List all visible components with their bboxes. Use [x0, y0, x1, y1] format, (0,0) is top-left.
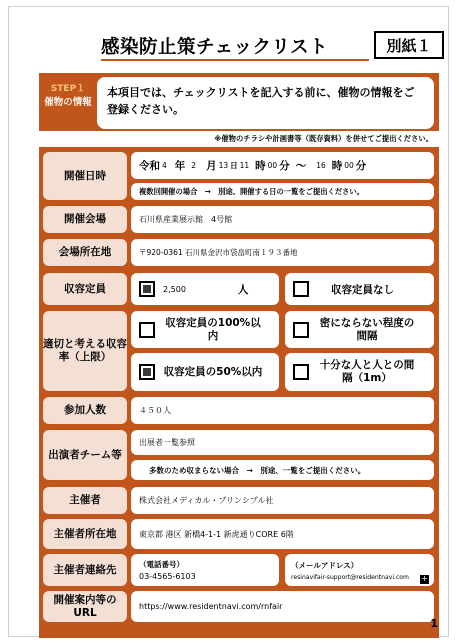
contact-phone-field[interactable]: [131, 554, 279, 586]
attachment-tag: 別紙１: [374, 31, 444, 59]
organizer-label: 主催者: [43, 487, 127, 514]
date-tilde: ～: [295, 160, 307, 172]
rate-option-1m[interactable]: [285, 353, 434, 391]
step-label: STEP１: [50, 84, 86, 94]
rate-option-100[interactable]: [131, 311, 279, 348]
date-year-unit: 年: [174, 160, 186, 172]
date-month-unit: 月: [206, 160, 217, 172]
date-note: 複数回開催の場合 → 別途、開催する日の一覧をご提出ください。: [131, 183, 434, 200]
date-hour-start: 11: [239, 161, 250, 170]
date-min-unit-end: 分: [355, 160, 367, 172]
contact-label: 主催者連絡先: [43, 554, 127, 586]
capacity-none-label: 収容定員なし: [331, 283, 394, 296]
rate-text-50: 収容定員の50%以内: [163, 365, 263, 378]
rate-checkbox-1m[interactable]: [293, 364, 309, 380]
rate-label: 適切と考える収容率（上限）: [43, 311, 127, 391]
step-sublabel: 催物の情報: [44, 97, 92, 108]
page-title: 感染防止策チェックリスト: [101, 37, 329, 58]
title-underline: [101, 59, 369, 61]
rate-option-distance[interactable]: [285, 311, 434, 348]
venue-label: 開催会場: [43, 206, 127, 233]
address-field[interactable]: 〒920-0361 石川県金沢市袋畠町南１９３番地: [131, 239, 434, 266]
url-field[interactable]: https://www.residentnavi.com/rnfair: [131, 591, 434, 622]
performers-label: 出演者チーム等: [43, 430, 127, 480]
url-label: 開催案内等のURL: [43, 591, 127, 622]
participants-field[interactable]: ４５０人: [131, 397, 434, 424]
document-page: [8, 6, 449, 637]
page-number: 1: [430, 617, 438, 630]
rate-option-50[interactable]: [131, 353, 279, 391]
rate-text-1m: 十分な人と人との間隔（1m）: [319, 359, 415, 384]
performers-field[interactable]: 出展者一覧参照: [131, 430, 434, 455]
date-day-unit: 日: [230, 161, 238, 170]
date-hour-unit-start: 時: [255, 160, 266, 172]
rate-checkbox-distance[interactable]: [293, 322, 309, 338]
date-day: 13: [218, 161, 229, 170]
address-label: 会場所在地: [43, 239, 127, 266]
date-min-end: 00: [344, 161, 354, 170]
contact-mail: resinavifair-support@residentnavi.com: [291, 573, 409, 581]
capacity-none-checkbox[interactable]: [293, 281, 309, 297]
date-era: 令和: [139, 160, 160, 172]
rate-text-100: 収容定員の100%以内: [165, 316, 261, 342]
date-hour-unit-end: 時: [331, 160, 343, 172]
participants-label: 参加人数: [43, 397, 127, 424]
contact-mail-label: （メールアドレス）: [291, 560, 359, 570]
date-min-start: 00: [267, 161, 278, 170]
organizer-address-label: 主催者所在地: [43, 519, 127, 549]
capacity-value: 2,500: [163, 284, 186, 294]
date-label: 開催日時: [43, 152, 127, 200]
venue-field[interactable]: 石川県産業展示館 4号館: [131, 206, 434, 233]
date-month: 2: [191, 161, 197, 170]
capacity-unit: 人: [237, 283, 249, 296]
date-year: 4: [162, 161, 167, 170]
date-field[interactable]: [131, 152, 434, 179]
capacity-checkbox[interactable]: [139, 281, 155, 297]
organizer-address-field[interactable]: 東京都 港区 新橋4-1-1 新虎通りCORE 6階: [131, 519, 434, 549]
capacity-label: 収容定員: [43, 273, 127, 305]
intro-text: 本項目では、チェックリストを記入する前に、催物の情報をご登録ください。: [97, 77, 434, 129]
contact-phone-label: （電話番号）: [139, 560, 184, 569]
contact-phone: 03-4565-6103: [139, 572, 196, 581]
notice-text: ※催物のチラシや計画書等（既存資料）を併せてご提出ください。: [39, 131, 439, 147]
date-min-unit-start: 分: [279, 160, 290, 172]
expand-icon[interactable]: +: [421, 574, 428, 583]
date-hour-end: 16: [316, 161, 326, 170]
rate-checkbox-50[interactable]: [139, 364, 155, 380]
capacity-field[interactable]: [131, 273, 279, 305]
organizer-field[interactable]: 株式会社メディカル・プリンシプル社: [131, 487, 434, 514]
performers-note: 多数のため収まらない場合 → 別途、一覧をご提出ください。: [131, 460, 434, 480]
capacity-none-field[interactable]: [285, 273, 434, 305]
rate-text-distance: 密にならない程度の間隔: [319, 316, 415, 342]
contact-mail-field[interactable]: [285, 554, 434, 586]
rate-checkbox-100[interactable]: [139, 322, 155, 338]
